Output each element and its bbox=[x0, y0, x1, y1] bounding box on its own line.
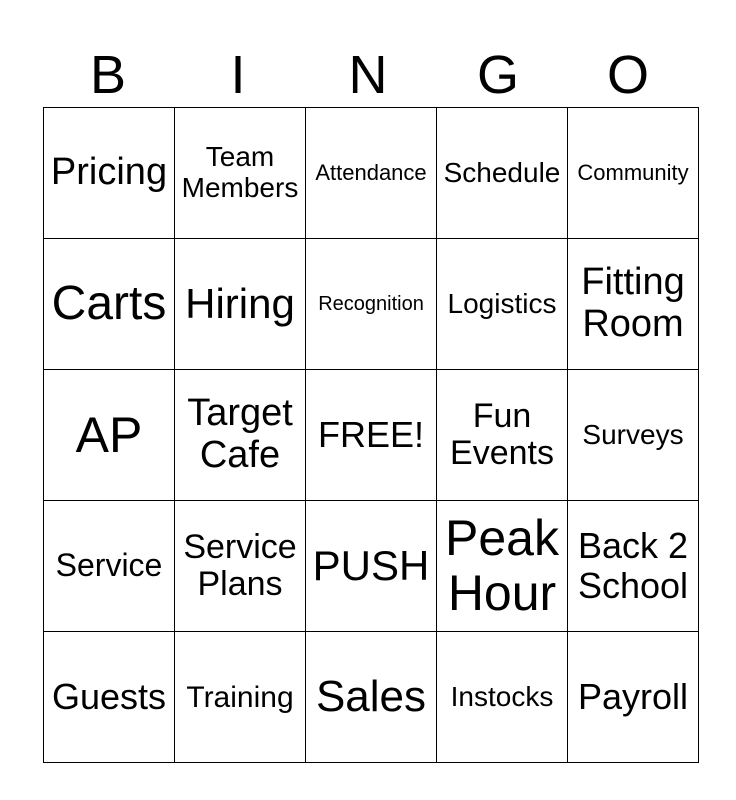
bingo-cell-team-members[interactable] bbox=[175, 108, 306, 239]
cell-label-line2: Events bbox=[450, 434, 554, 472]
bingo-cell-free[interactable] bbox=[306, 370, 437, 501]
cell-label-line1: Fun bbox=[472, 396, 532, 435]
cell-label: Surveys bbox=[582, 418, 684, 450]
cell-label-line2: Plans bbox=[197, 565, 283, 603]
bingo-cell-recognition[interactable] bbox=[306, 239, 437, 370]
bingo-cell-pricing[interactable] bbox=[44, 108, 175, 239]
cell-label: AP bbox=[75, 406, 143, 463]
cell-label: Pricing bbox=[50, 151, 168, 194]
cell-label: FREE! bbox=[317, 414, 424, 456]
cell-label: Logistics bbox=[447, 287, 557, 319]
bingo-cell-surveys[interactable] bbox=[568, 370, 699, 501]
cell-label-line2: Room bbox=[582, 303, 684, 345]
cell-label-line1: Peak bbox=[445, 510, 559, 566]
cell-label: Schedule bbox=[443, 156, 561, 188]
board-row bbox=[44, 108, 699, 239]
cell-label: Guests bbox=[51, 676, 167, 718]
bingo-cell-payroll[interactable] bbox=[568, 632, 699, 763]
board-row bbox=[44, 632, 699, 763]
bingo-cell-sales[interactable] bbox=[306, 632, 437, 763]
cell-label-line2: Cafe bbox=[199, 434, 281, 476]
cell-label: Attendance bbox=[315, 159, 427, 185]
header-letter-o: O bbox=[606, 45, 649, 105]
bingo-cell-back-2-school[interactable] bbox=[568, 501, 699, 632]
bingo-cell-target-cafe[interactable] bbox=[175, 370, 306, 501]
bingo-cell-service[interactable] bbox=[44, 501, 175, 632]
board-row bbox=[44, 501, 699, 632]
cell-label-line1: Back 2 bbox=[577, 525, 689, 567]
header-letter-n: N bbox=[348, 45, 388, 105]
bingo-cell-push[interactable] bbox=[306, 501, 437, 632]
cell-label: Sales bbox=[315, 671, 427, 721]
bingo-cell-hiring[interactable] bbox=[175, 239, 306, 370]
bingo-cell-instocks[interactable] bbox=[437, 632, 568, 763]
bingo-cell-fitting-room[interactable] bbox=[568, 239, 699, 370]
bingo-board bbox=[43, 107, 699, 763]
cell-label: PUSH bbox=[312, 541, 430, 589]
bingo-cell-peak-hour[interactable] bbox=[437, 501, 568, 632]
cell-label: Hiring bbox=[185, 279, 295, 327]
bingo-header bbox=[43, 42, 693, 108]
bingo-cell-carts[interactable] bbox=[44, 239, 175, 370]
cell-label: Community bbox=[577, 159, 689, 185]
bingo-cell-attendance[interactable] bbox=[306, 108, 437, 239]
cell-label-line2: School bbox=[577, 565, 689, 606]
bingo-cell-fun-events[interactable] bbox=[437, 370, 568, 501]
bingo-cell-logistics[interactable] bbox=[437, 239, 568, 370]
board-row bbox=[44, 370, 699, 501]
cell-label-line1: Service bbox=[183, 527, 297, 566]
cell-label-line1: Team bbox=[205, 141, 275, 173]
cell-label-line2: Hour bbox=[447, 565, 557, 621]
cell-label-line2: Members bbox=[181, 172, 299, 203]
cell-label: Carts bbox=[51, 276, 167, 330]
cell-label: Service bbox=[55, 547, 163, 584]
cell-label: Training bbox=[186, 680, 294, 714]
header-letter-g: G bbox=[476, 45, 519, 105]
bingo-cell-service-plans[interactable] bbox=[175, 501, 306, 632]
bingo-cell-schedule[interactable] bbox=[437, 108, 568, 239]
cell-label: Recognition bbox=[318, 293, 424, 315]
cell-label-line1: Fitting bbox=[581, 261, 685, 304]
bingo-cell-ap[interactable] bbox=[44, 370, 175, 501]
cell-label-line1: Target bbox=[187, 392, 293, 435]
board-row bbox=[44, 239, 699, 370]
cell-label: Payroll bbox=[577, 676, 689, 718]
bingo-cell-guests[interactable] bbox=[44, 632, 175, 763]
bingo-cell-training[interactable] bbox=[175, 632, 306, 763]
cell-label: Instocks bbox=[450, 680, 554, 712]
bingo-cell-community[interactable] bbox=[568, 108, 699, 239]
header-letter-b: B bbox=[89, 45, 127, 105]
header-letter-i: I bbox=[230, 45, 246, 105]
